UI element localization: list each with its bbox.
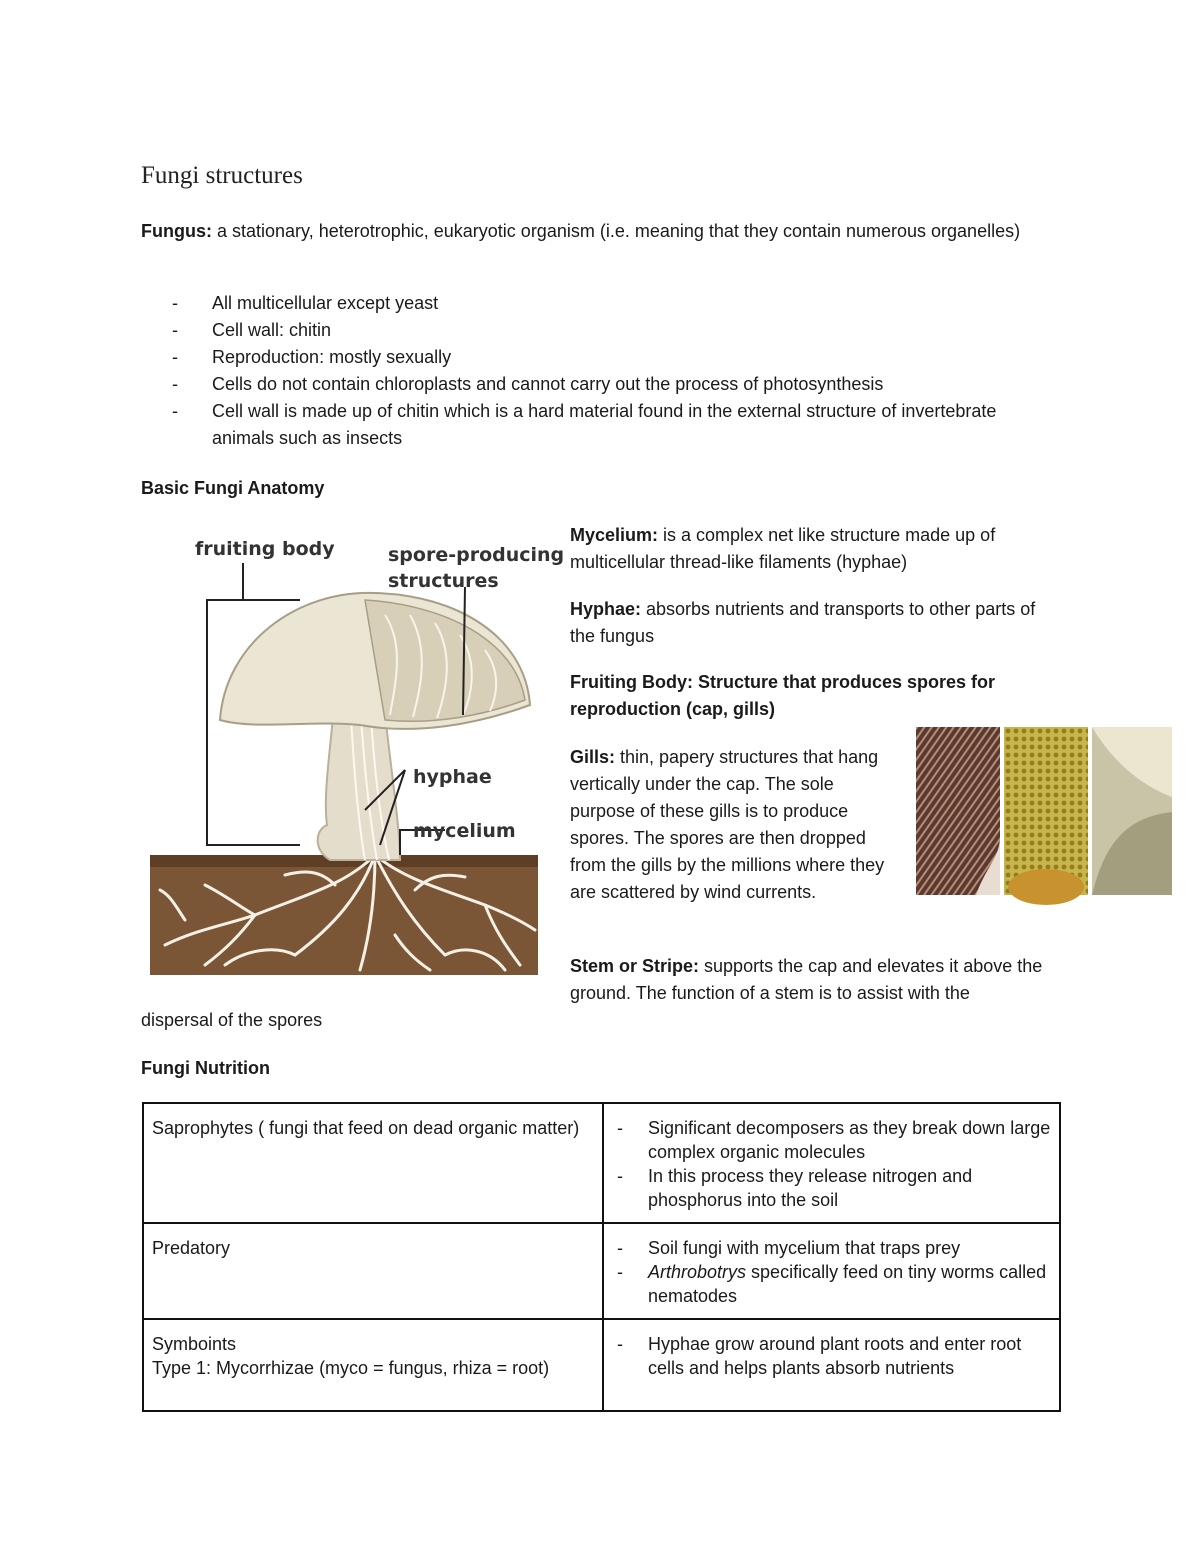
- mushroom-diagram: [145, 525, 565, 980]
- fruiting-body-definition: Fruiting Body: Structure that produces spores for reproduction (cap, gills): [570, 672, 996, 719]
- table-cell: Saprophytes ( fungi that feed on dead organic matter): [143, 1103, 603, 1223]
- list-item: - Reproduction: mostly sexually: [172, 347, 452, 367]
- fungus-text: a stationary, heterotrophic, eukaryotic organism (i.e. meaning that they contain numerous organelles): [211, 221, 1021, 241]
- table-row: [143, 1223, 1060, 1319]
- table-cell: Symboints Type 1: Mycorrhizae (myco = fungus, rhiza = root): [143, 1319, 603, 1411]
- mycelium-definition: Mycelium: is a complex net like structure made up of multicellular thread-like filaments (hyphae): [570, 525, 996, 572]
- fungus-facts-list: [172, 290, 1022, 452]
- soil-layer: [150, 855, 538, 975]
- anatomy-heading: Basic Fungi Anatomy: [141, 478, 325, 498]
- table-cell: [603, 1103, 1060, 1223]
- list-item: - Cell wall: chitin: [172, 320, 332, 340]
- nutrition-heading: Fungi Nutrition: [141, 1058, 270, 1078]
- table-cell: Predatory: [143, 1223, 603, 1319]
- fungus-definition: [141, 218, 1041, 245]
- table-row: [143, 1319, 1060, 1411]
- nutrition-table: [142, 1102, 1061, 1412]
- list-item: - Hyphae grow around plant roots and enter root cells and helps plants absorb nutrients: [617, 1334, 1022, 1378]
- stem-definition: Stem or Stripe: supports the cap and elevates it above the ground. The function of a stem is to assist with the: [570, 956, 1043, 1003]
- gills-definition: Gills: thin, papery structures that hang vertically under the cap. The sole purpose of these gills is to produce spores. The spores are then dropped from the gills by the millions where they are scattered by wind currents.: [570, 747, 885, 902]
- list-item: - Arthrobotrys specifically feed on tiny worms called nematodes: [617, 1262, 1047, 1306]
- label-hyphae: hyphae: [413, 766, 492, 788]
- table-row: [143, 1103, 1060, 1223]
- hyphae-definition: Hyphae: absorbs nutrients and transports to other parts of the fungus: [570, 599, 1036, 646]
- list-item: - Cells do not contain chloroplasts and cannot carry out the process of photosynthesis: [172, 374, 884, 394]
- list-item: - Significant decomposers as they break down large complex organic molecules: [617, 1118, 1051, 1162]
- label-spore-line1: spore-producing: [388, 544, 565, 566]
- list-item: - Cell wall is made up of chitin which is a hard material found in the external structure of invertebrate animals such as insects: [172, 401, 997, 448]
- table-cell: [603, 1319, 1060, 1411]
- label-spore-line2: structures: [388, 570, 499, 592]
- fungus-term: Fungus:: [141, 221, 212, 241]
- gill-area: [365, 600, 525, 721]
- label-mycelium: mycelium: [413, 820, 516, 842]
- table-cell: [603, 1223, 1060, 1319]
- photo-gills: [916, 727, 1000, 895]
- label-fruiting-body: fruiting body: [195, 538, 335, 560]
- gill-photos: [916, 727, 1172, 895]
- page-title: Fungi structures: [141, 162, 303, 189]
- list-item: - In this process they release nitrogen and phosphorus into the soil: [617, 1166, 973, 1210]
- list-item: - Soil fungi with mycelium that traps prey: [617, 1238, 961, 1258]
- stem-definition-continued: dispersal of the spores: [141, 1010, 323, 1030]
- list-item: - All multicellular except yeast: [172, 293, 439, 313]
